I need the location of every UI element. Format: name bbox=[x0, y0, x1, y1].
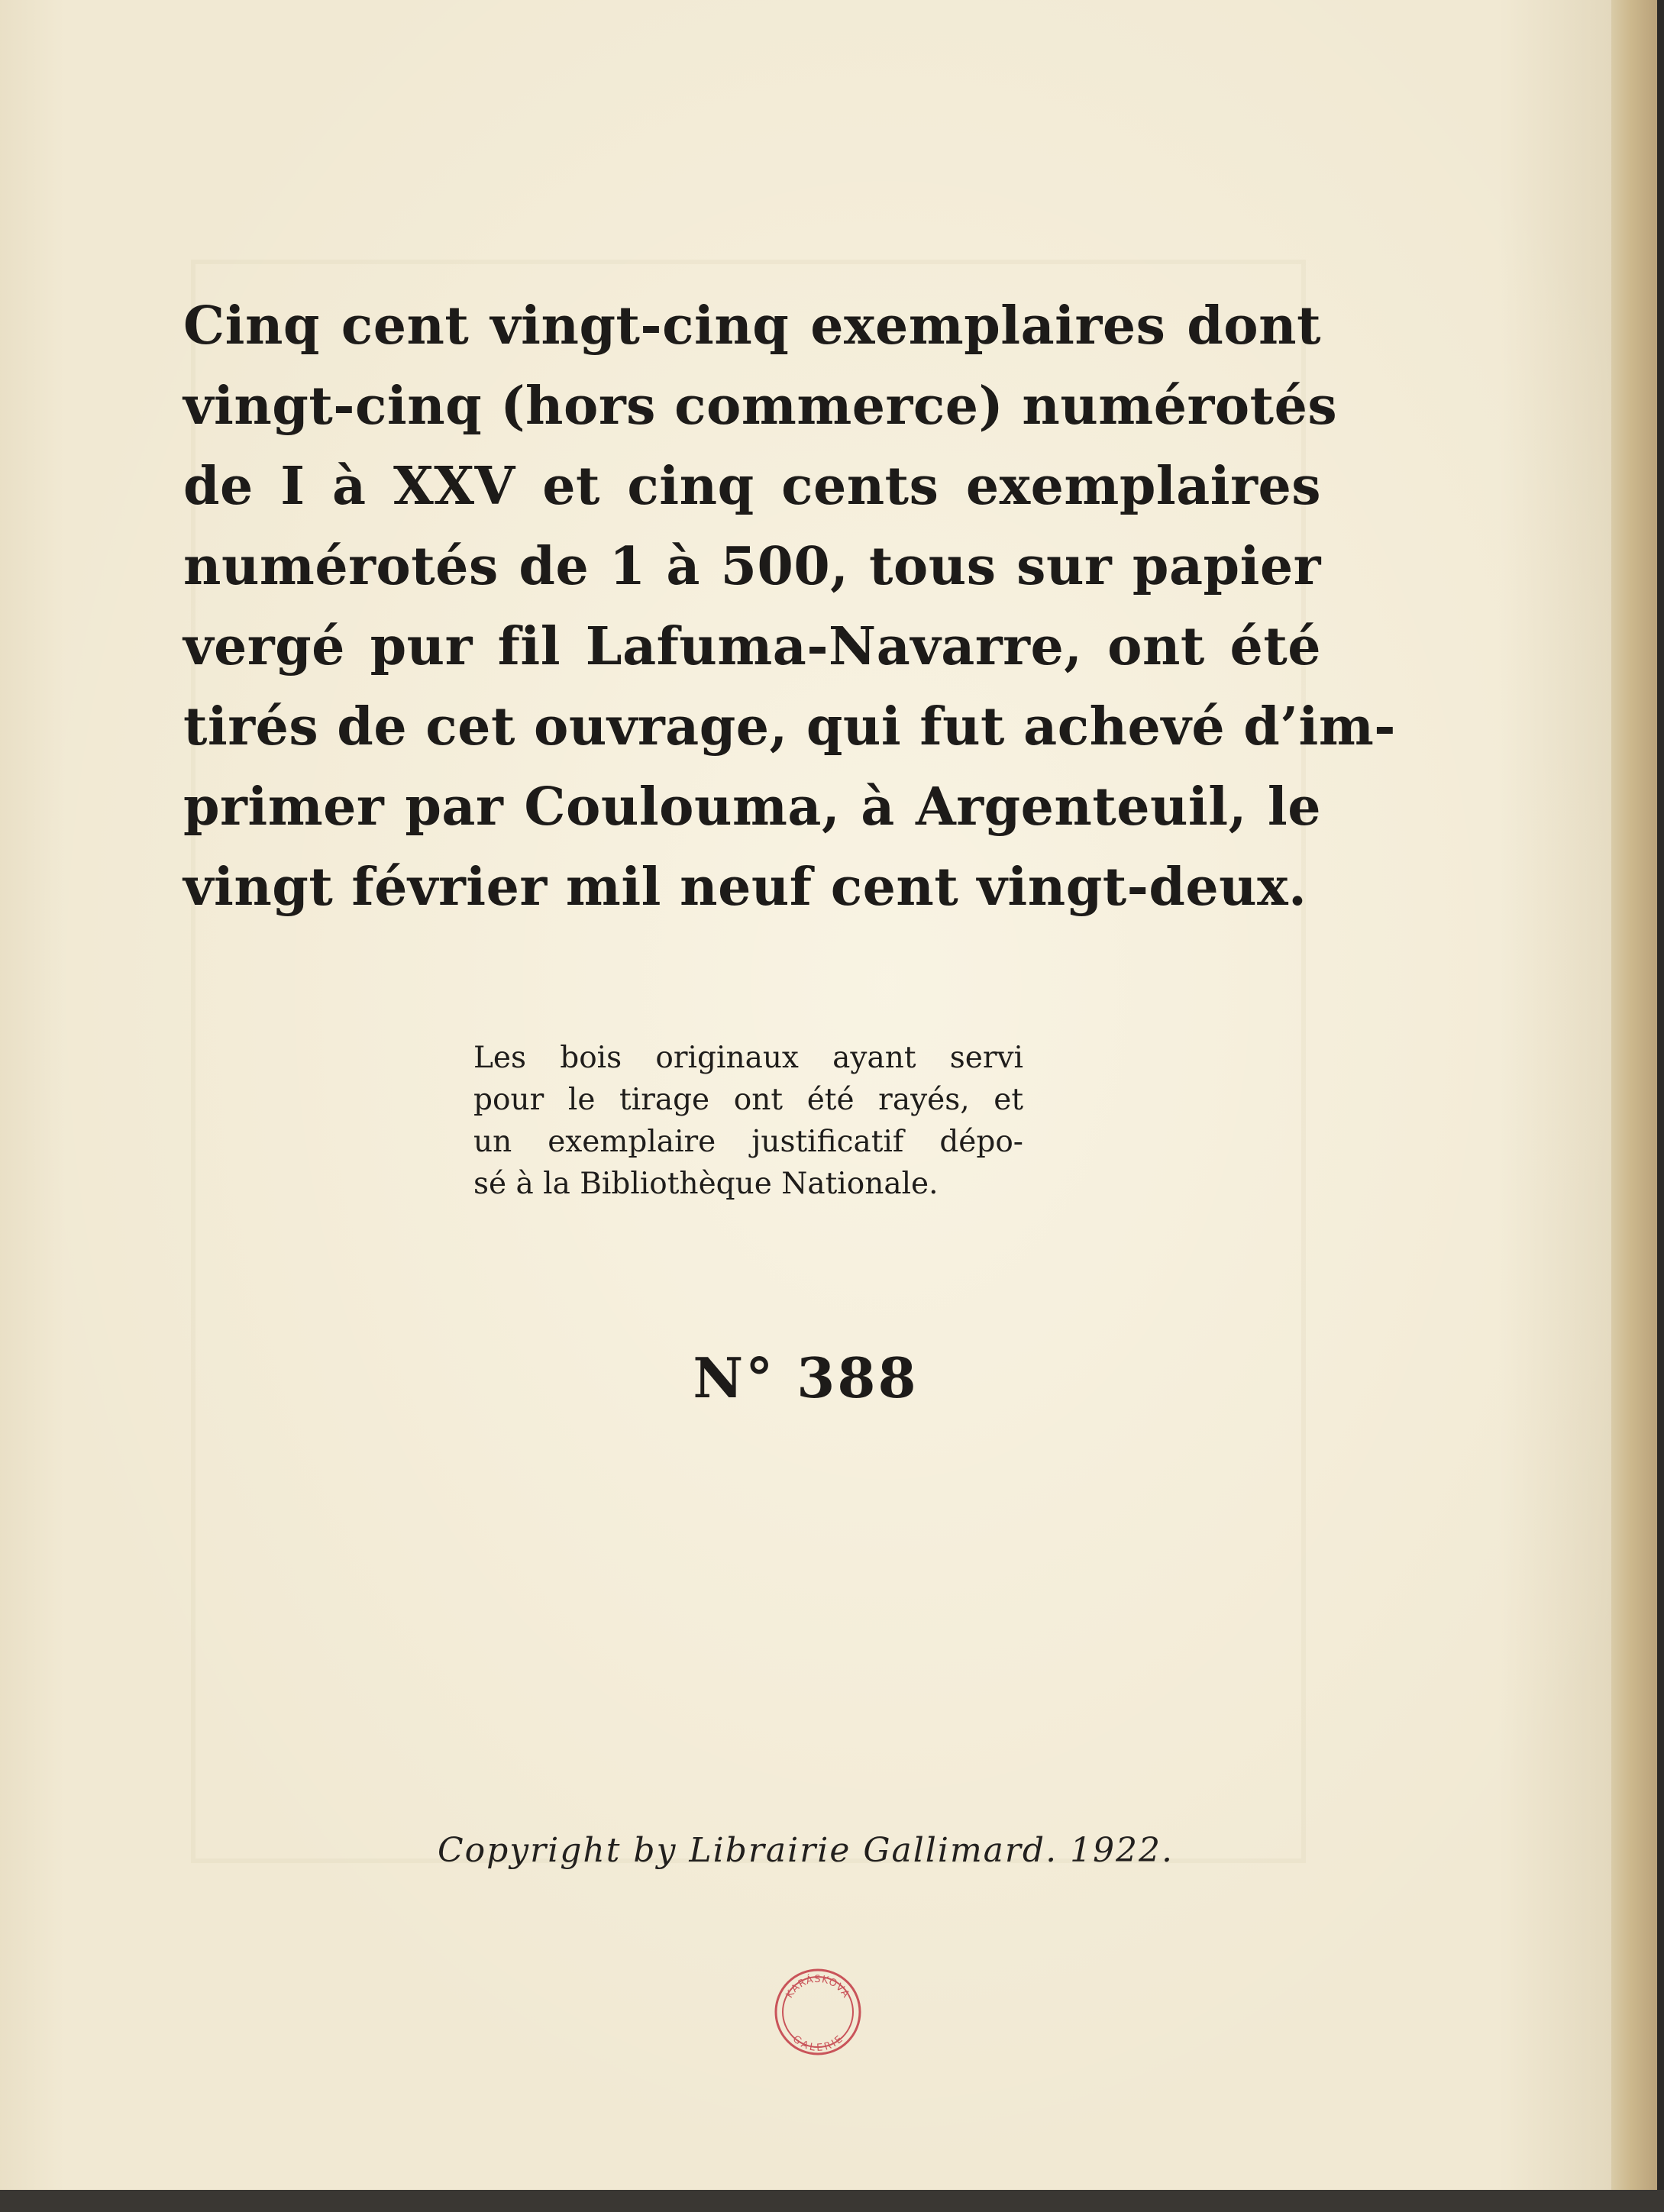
stamp-text-top: KARÁSKOVA bbox=[784, 1973, 852, 2000]
note-line: sé à la Bibliothèque Nationale. bbox=[473, 1167, 939, 1201]
note-line: Les bois originaux ayant servi bbox=[473, 1041, 1023, 1075]
colophon-line: primer par Coulouma, à Argenteuil, le bbox=[183, 777, 1321, 838]
copy-number: N° 388 bbox=[693, 1345, 919, 1410]
colophon-line: numérotés de 1 à 500, tous sur papier bbox=[183, 536, 1321, 597]
colophon-line: vingt-cinq (hors commerce) numérotés bbox=[183, 376, 1338, 437]
colophon-line: de I à XXV et cinq cents exemplaires bbox=[183, 456, 1321, 517]
note-line: pour le tirage ont été rayés, et bbox=[473, 1083, 1023, 1117]
colophon-line: tirés de cet ouvrage, qui fut achevé d’im- bbox=[183, 696, 1396, 757]
note-line: un exemplaire justificatif dépo- bbox=[473, 1125, 1023, 1159]
colophon-line: Cinq cent vingt-cinq exemplaires dont bbox=[183, 295, 1321, 357]
library-stamp-icon bbox=[773, 1967, 863, 2057]
page-edge bbox=[1611, 0, 1657, 2190]
stamp-text-bottom: GALERIE bbox=[790, 2033, 846, 2054]
colophon-line: vingt février mil neuf cent vingt-deux. bbox=[183, 857, 1307, 918]
colophon-line: vergé pur fil Lafuma-Navarre, ont été bbox=[183, 616, 1321, 677]
copyright-line: Copyright by Librairie Gallimard. 1922. bbox=[437, 1831, 1174, 1870]
woodblock-note bbox=[473, 1037, 1023, 1205]
scan-background bbox=[0, 2190, 1664, 2212]
colophon-paragraph bbox=[183, 286, 1396, 928]
